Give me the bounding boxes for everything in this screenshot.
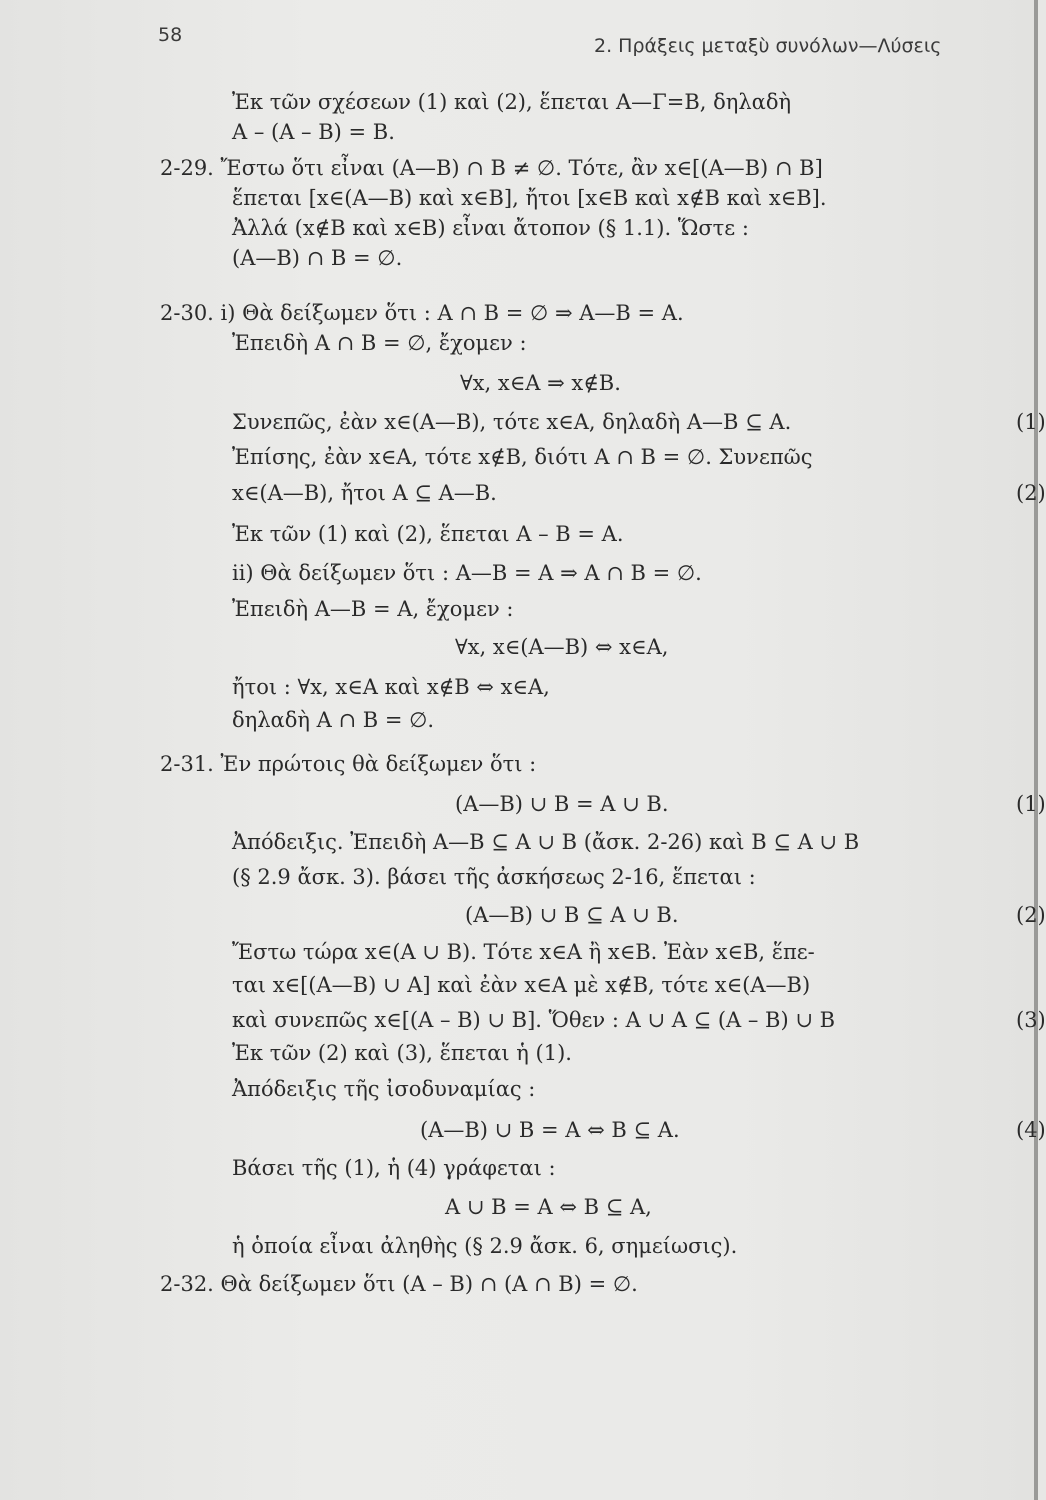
text-line: δηλαδὴ A ∩ B = ∅. bbox=[232, 708, 435, 732]
text-line: (§ 2.9 ἄσκ. 3). βάσει τῆς ἀσκήσεως 2-16, ἕπεται : bbox=[232, 865, 756, 889]
text-line: Ἐπειδὴ A—B = A, ἔχομεν : bbox=[232, 597, 514, 621]
text-line: Ἐκ τῶν (2) καὶ (3), ἕπεται ἡ (1). bbox=[232, 1041, 572, 1065]
text-line: καὶ συνεπῶς x∈[(A – B) ∪ B]. Ὅθεν : A ∪ A ⊆ (A – B) ∪ B bbox=[232, 1008, 836, 1032]
text-line: Ἔστω τώρα x∈(A ∪ B). Τότε x∈A ἢ x∈B. Ἐὰν x∈B, ἕπε- bbox=[232, 940, 815, 964]
text-line: 2-29. Ἔστω ὅτι εἶναι (A—B) ∩ B ≠ ∅. Τότε, ἂν x∈[(A—B) ∩ B] bbox=[160, 156, 823, 180]
text-line: 2-30. i) Θὰ δείξωμεν ὅτι : A ∩ B = ∅ ⇒ A—B = A. bbox=[160, 301, 684, 325]
text-line: Ἀπόδειξις τῆς ἰσοδυναμίας : bbox=[232, 1077, 536, 1101]
text-line: (A—B) ∪ B ⊆ A ∪ B. bbox=[465, 903, 679, 927]
running-title: 2. Πράξεις μεταξὺ συνόλων—Λύσεις bbox=[594, 35, 942, 57]
text-line: ται x∈[(A—B) ∪ A] καὶ ἐὰν x∈A μὲ x∉B, τότε x∈(A—B) bbox=[232, 973, 811, 997]
text-line: A – (A – B) = B. bbox=[232, 120, 395, 144]
equation-number: (3) bbox=[1016, 1008, 1046, 1032]
text-line: ἕπεται [x∈(A—B) καὶ x∈B], ἤτοι [x∈B καὶ x∉B καὶ x∈B]. bbox=[232, 186, 827, 210]
text-line: Ἐπειδὴ A ∩ B = ∅, ἔχομεν : bbox=[232, 331, 527, 355]
text-line: Ἀπόδειξις. Ἐπειδὴ A—B ⊆ A ∪ B (ἄσκ. 2-26) καὶ B ⊆ A ∪ B bbox=[232, 830, 860, 854]
text-line: (A—B) ∪ B = A ∪ B. bbox=[455, 792, 669, 816]
text-line: Ἐκ τῶν (1) καὶ (2), ἕπεται A – B = A. bbox=[232, 522, 624, 546]
text-line: Βάσει τῆς (1), ἡ (4) γράφεται : bbox=[232, 1156, 556, 1180]
text-line: ∀x, x∈(A—B) ⇔ x∈A, bbox=[455, 635, 669, 659]
text-line: Ἐκ τῶν σχέσεων (1) καὶ (2), ἕπεται A—Γ=B, δηλαδὴ bbox=[232, 90, 792, 114]
text-line: Ἐπίσης, ἐὰν x∈A, τότε x∉B, διότι A ∩ B = ∅. Συνεπῶς bbox=[232, 445, 813, 469]
text-line: ii) Θὰ δείξωμεν ὅτι : A—B = A ⇒ A ∩ B = ∅. bbox=[232, 561, 702, 585]
equation-number: (4) bbox=[1016, 1118, 1046, 1142]
text-line: (A—B) ∪ B = A ⇔ B ⊆ A. bbox=[420, 1118, 680, 1142]
text-line: x∈(A—B), ἤτοι A ⊆ A—B. bbox=[232, 481, 497, 505]
equation-number: (1) bbox=[1016, 792, 1046, 816]
text-line: A ∪ B = A ⇔ B ⊆ A, bbox=[445, 1195, 652, 1219]
page-edge bbox=[1034, 0, 1038, 1500]
equation-number: (2) bbox=[1016, 903, 1046, 927]
text-line: 2-32. Θὰ δείξωμεν ὅτι (A – B) ∩ (A ∩ B) = ∅. bbox=[160, 1272, 638, 1296]
text-line: Ἀλλά (x∉B καὶ x∈B) εἶναι ἄτοπον (§ 1.1). Ὥστε : bbox=[232, 216, 749, 240]
text-line: 2-31. Ἐν πρώτοις θὰ δείξωμεν ὅτι : bbox=[160, 752, 537, 776]
text-line: ∀x, x∈A ⇒ x∉B. bbox=[460, 371, 621, 395]
equation-number: (1) bbox=[1016, 410, 1046, 434]
text-line: (A—B) ∩ B = ∅. bbox=[232, 246, 403, 270]
page-number: 58 bbox=[158, 24, 183, 46]
text-line: ἤτοι : ∀x, x∈A καὶ x∉B ⇔ x∈A, bbox=[232, 675, 550, 699]
text-line: ἡ ὁποία εἶναι ἀληθὴς (§ 2.9 ἄσκ. 6, σημείωσις). bbox=[232, 1234, 738, 1258]
text-line: Συνεπῶς, ἐὰν x∈(A—B), τότε x∈A, δηλαδὴ A—B ⊆ A. bbox=[232, 410, 792, 434]
equation-number: (2) bbox=[1016, 481, 1046, 505]
